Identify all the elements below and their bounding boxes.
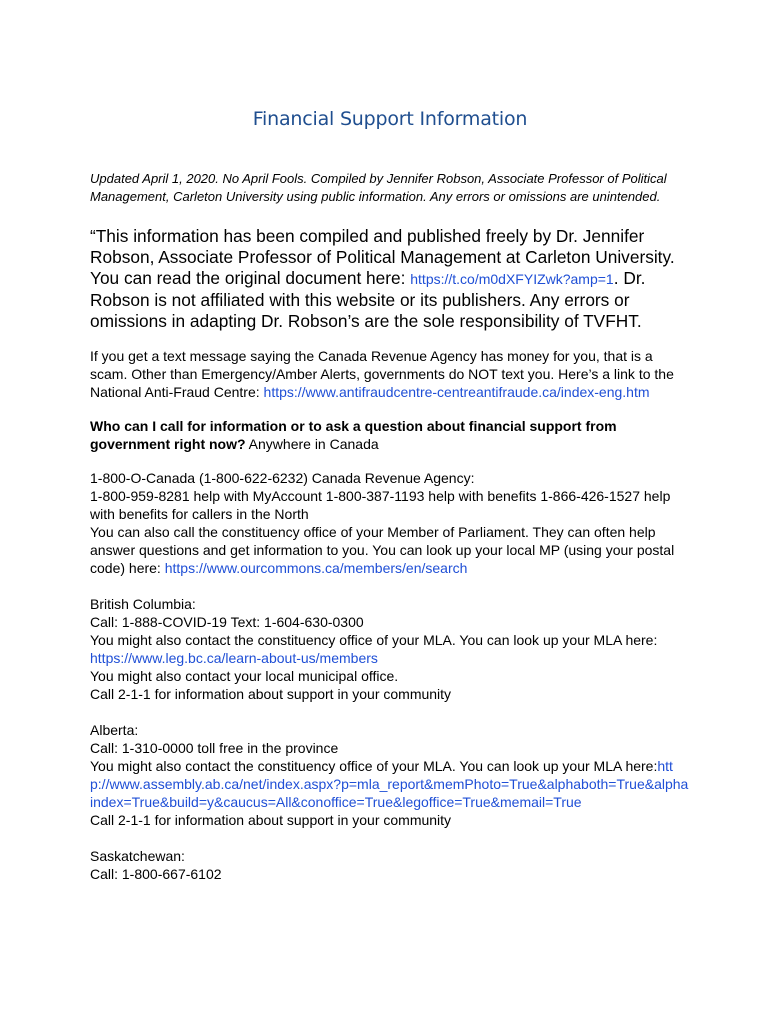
scam-warning-text: If you get a text message saying the Canada Revenue Agency has money for you, that is a scam. Other than Emergency/Amber Alerts, governments do NOT text you. Here’s a link to the National Anti-Fraud Centre: — [90, 348, 674, 400]
who-to-call-answer: Anywhere in Canada — [245, 436, 379, 452]
ab-mla — [90, 757, 690, 811]
bc-mla — [90, 631, 690, 667]
bc-municipal: You might also contact your local municipal office. — [90, 668, 399, 684]
bc-call: Call: 1-888-COVID-19 Text: 1-604-630-0300 — [90, 614, 364, 630]
british-columbia-section — [90, 595, 690, 703]
bc-heading: British Columbia: — [90, 596, 196, 612]
quote-text-before: “This information has been compiled and published freely by Dr. Jennifer Robson, Associate Professor of Political Management at Carleton University. You can read the original document here: — [90, 226, 675, 288]
ab-assembly-link[interactable]: http://www.assembly.ab.ca/net/index.aspx?p=mla_report&memPhoto=True&alphaboth=True&alphaindex=True&build=y&caucus=All&conoffice=True&legoffice=True&memail=True — [90, 758, 689, 810]
ab-call-211: Call 2-1-1 for information about support in your community — [90, 812, 452, 828]
bc-mla-text: You might also contact the constituency office of your MLA. You can look up your MLA here: — [90, 632, 658, 648]
sk-heading: Saskatchewan: — [90, 848, 185, 864]
saskatchewan-section — [90, 847, 690, 883]
quote-text-after: . Dr. Robson is not affiliated with this website or its publishers. Any errors or omissions in adapting Dr. Robson’s are the sole responsibility of TVFHT. — [90, 268, 646, 331]
canada-mp-text: You can also call the constituency office of your Member of Parliament. They can often help answer questions and get information to you. You can look up your local MP (using your postal code) here: — [90, 524, 675, 576]
bc-call-211: Call 2-1-1 for information about support in your community — [90, 686, 452, 702]
ourcommons-link[interactable]: https://www.ourcommons.ca/members/en/search — [164, 560, 468, 576]
anti-fraud-centre-link[interactable]: https://www.antifraudcentre-centreantifraude.ca/index-eng.htm — [263, 384, 650, 400]
original-document-link[interactable]: https://t.co/m0dXFYIZwk?amp=1 — [410, 271, 614, 287]
page-title: Financial Support Information — [252, 108, 528, 130]
ab-call: Call: 1-310-0000 toll free in the province — [90, 740, 339, 756]
canada-line-1: 1-800-O-Canada (1-800-622-6232) Canada Revenue Agency: — [90, 470, 475, 486]
who-to-call-question: Who can I call for information or to ask a question about financial support from government right now? — [90, 418, 617, 452]
scam-warning-paragraph — [90, 347, 690, 401]
attribution-quote — [90, 226, 690, 332]
ab-heading: Alberta: — [90, 722, 139, 738]
canada-line-2: 1-800-959-8281 help with MyAccount 1-800-387-1193 help with benefits 1-866-426-1527 help with benefits for callers in the North — [90, 488, 671, 522]
canada-line-3 — [90, 523, 690, 577]
bc-legislature-link[interactable]: https://www.leg.bc.ca/learn-about-us/members — [90, 650, 378, 666]
sk-call: Call: 1-800-667-6102 — [90, 866, 222, 882]
intro-paragraph: Updated April 1, 2020. No April Fools. Compiled by Jennifer Robson, Associate Professor of Political Management, Carleton University using public information. Any errors or omissions are unintended. — [90, 171, 667, 204]
ab-mla-text: You might also contact the constituency office of your MLA. You can look up your MLA here: — [90, 758, 658, 774]
alberta-section — [90, 721, 690, 829]
canada-section — [90, 469, 690, 577]
who-to-call-paragraph — [90, 417, 690, 453]
document-content — [90, 108, 690, 901]
